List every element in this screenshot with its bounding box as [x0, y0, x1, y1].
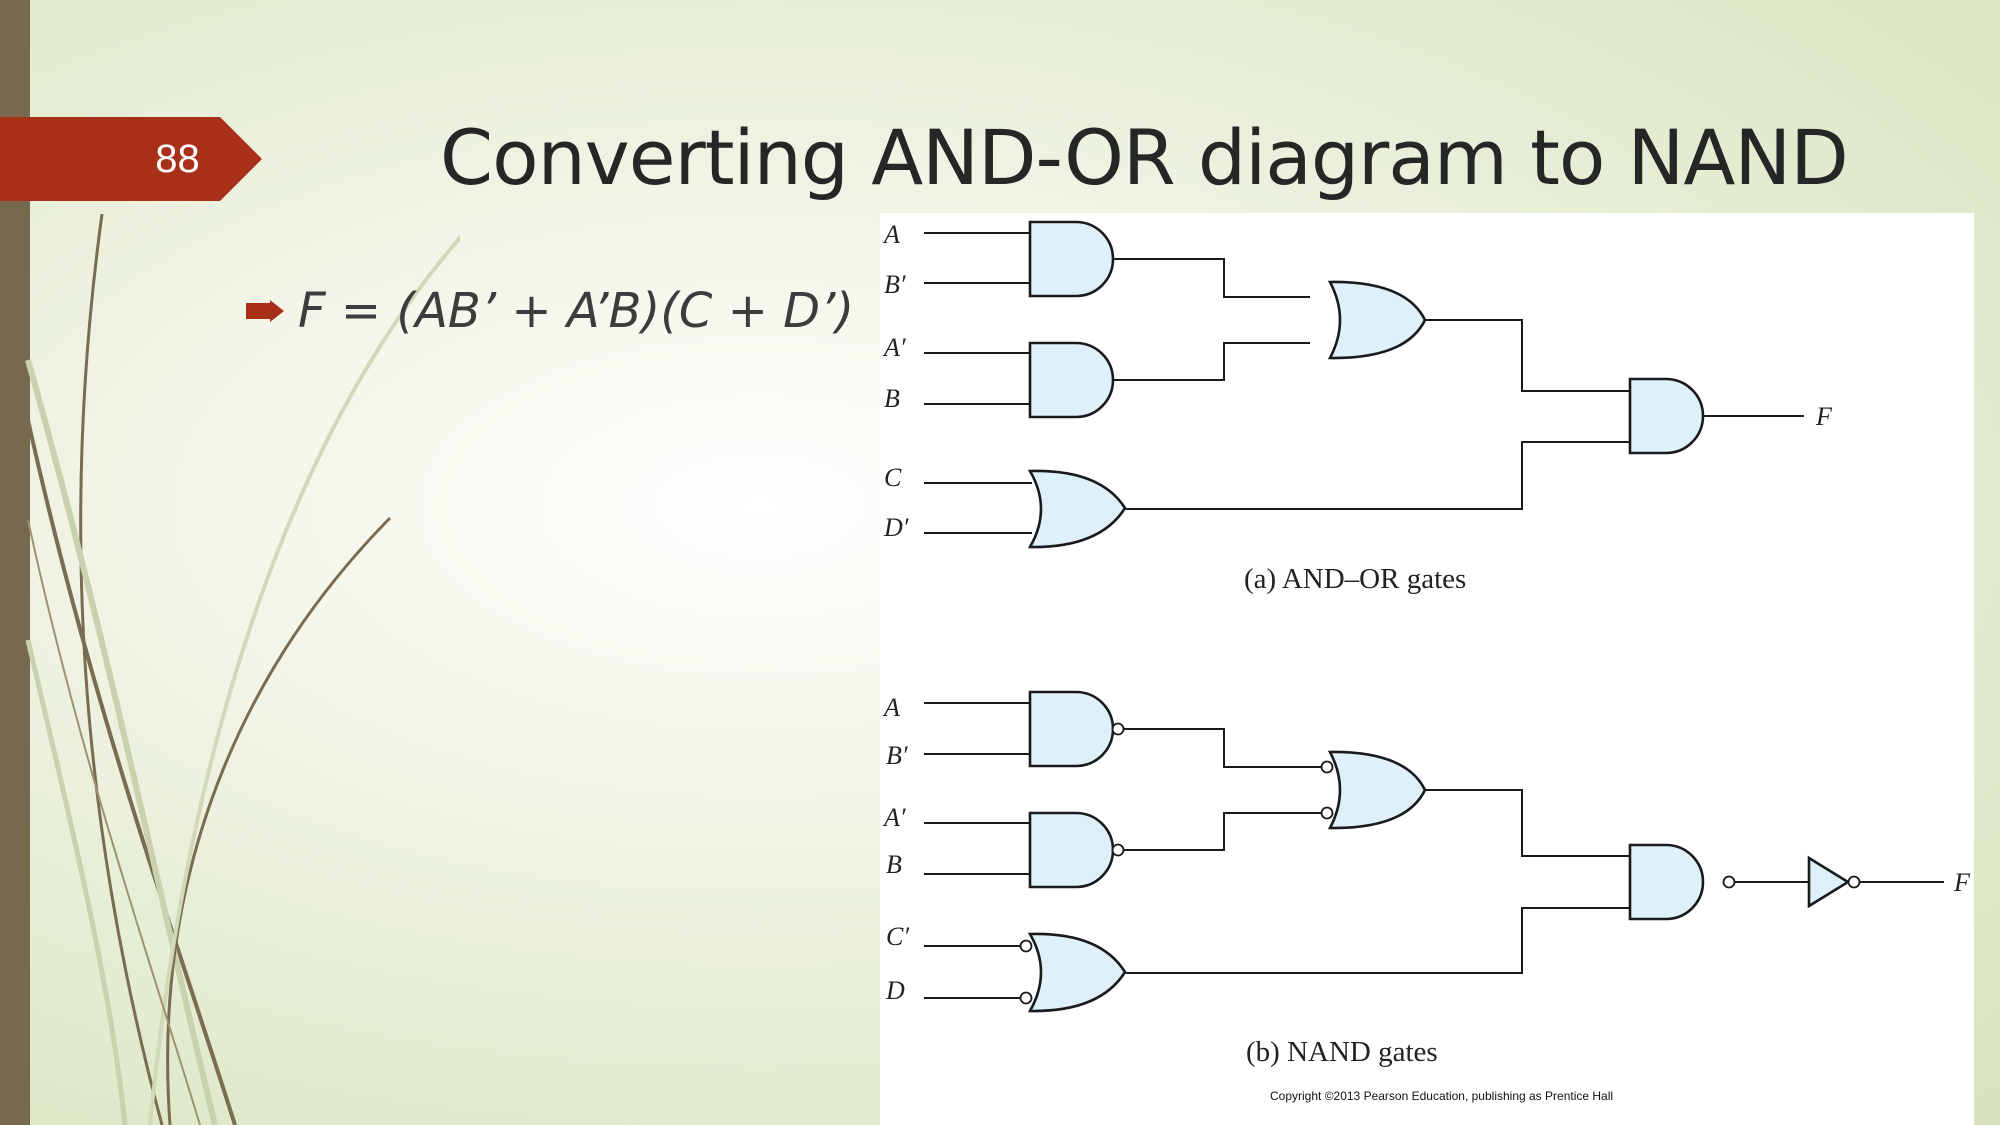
- circuit-figure: [880, 213, 1974, 1125]
- bullet-arrow-icon: [246, 300, 284, 322]
- input-label-a: A: [884, 693, 900, 722]
- output-label-f: F: [1816, 402, 1832, 431]
- logic-circuit-diagrams: [880, 213, 1974, 1125]
- input-label-d: D: [886, 976, 905, 1005]
- input-label-c-prime: C′: [886, 922, 910, 951]
- and-gate-final: [1630, 379, 1703, 453]
- input-label-a-prime: A′: [884, 333, 906, 362]
- invert-or-gate-input: [1030, 934, 1125, 1011]
- input-label-b-prime: B′: [886, 741, 908, 770]
- input-label-c: C: [884, 463, 902, 492]
- bullet-item: [246, 276, 854, 346]
- caption-a: (a) AND–OR gates: [1244, 563, 1467, 595]
- nand-gate-1: [1030, 692, 1113, 766]
- input-label-d-prime: D′: [884, 513, 909, 542]
- inverter-gate: [1809, 858, 1848, 906]
- input-label-a: A: [884, 220, 900, 249]
- and-gate-2: [1030, 343, 1113, 417]
- boolean-expression: F = (AB’ + A’B)(C + D’): [298, 283, 855, 339]
- input-label-b: B: [884, 384, 900, 413]
- nand-circuit: [882, 692, 1971, 1068]
- and-or-circuit: [882, 220, 1833, 595]
- input-label-b-prime: B′: [884, 270, 906, 299]
- slide-number: 88: [155, 136, 200, 181]
- input-label-b: B: [886, 850, 902, 879]
- or-gate-middle: [1330, 282, 1425, 358]
- output-label-f: F: [1954, 868, 1970, 897]
- copyright-note: Copyright ©2013 Pearson Education, publishing as Prentice Hall: [1270, 1089, 1614, 1103]
- slide-title: Converting AND-OR diagram to NAND: [440, 113, 1848, 202]
- nand-gate-2: [1030, 813, 1113, 887]
- input-label-a-prime: A′: [884, 803, 906, 832]
- or-gate-input: [1030, 471, 1125, 547]
- nand-gate-final: [1630, 845, 1703, 919]
- invert-or-gate-middle: [1330, 752, 1425, 828]
- and-gate-1: [1030, 222, 1113, 296]
- caption-b: (b) NAND gates: [1246, 1036, 1438, 1068]
